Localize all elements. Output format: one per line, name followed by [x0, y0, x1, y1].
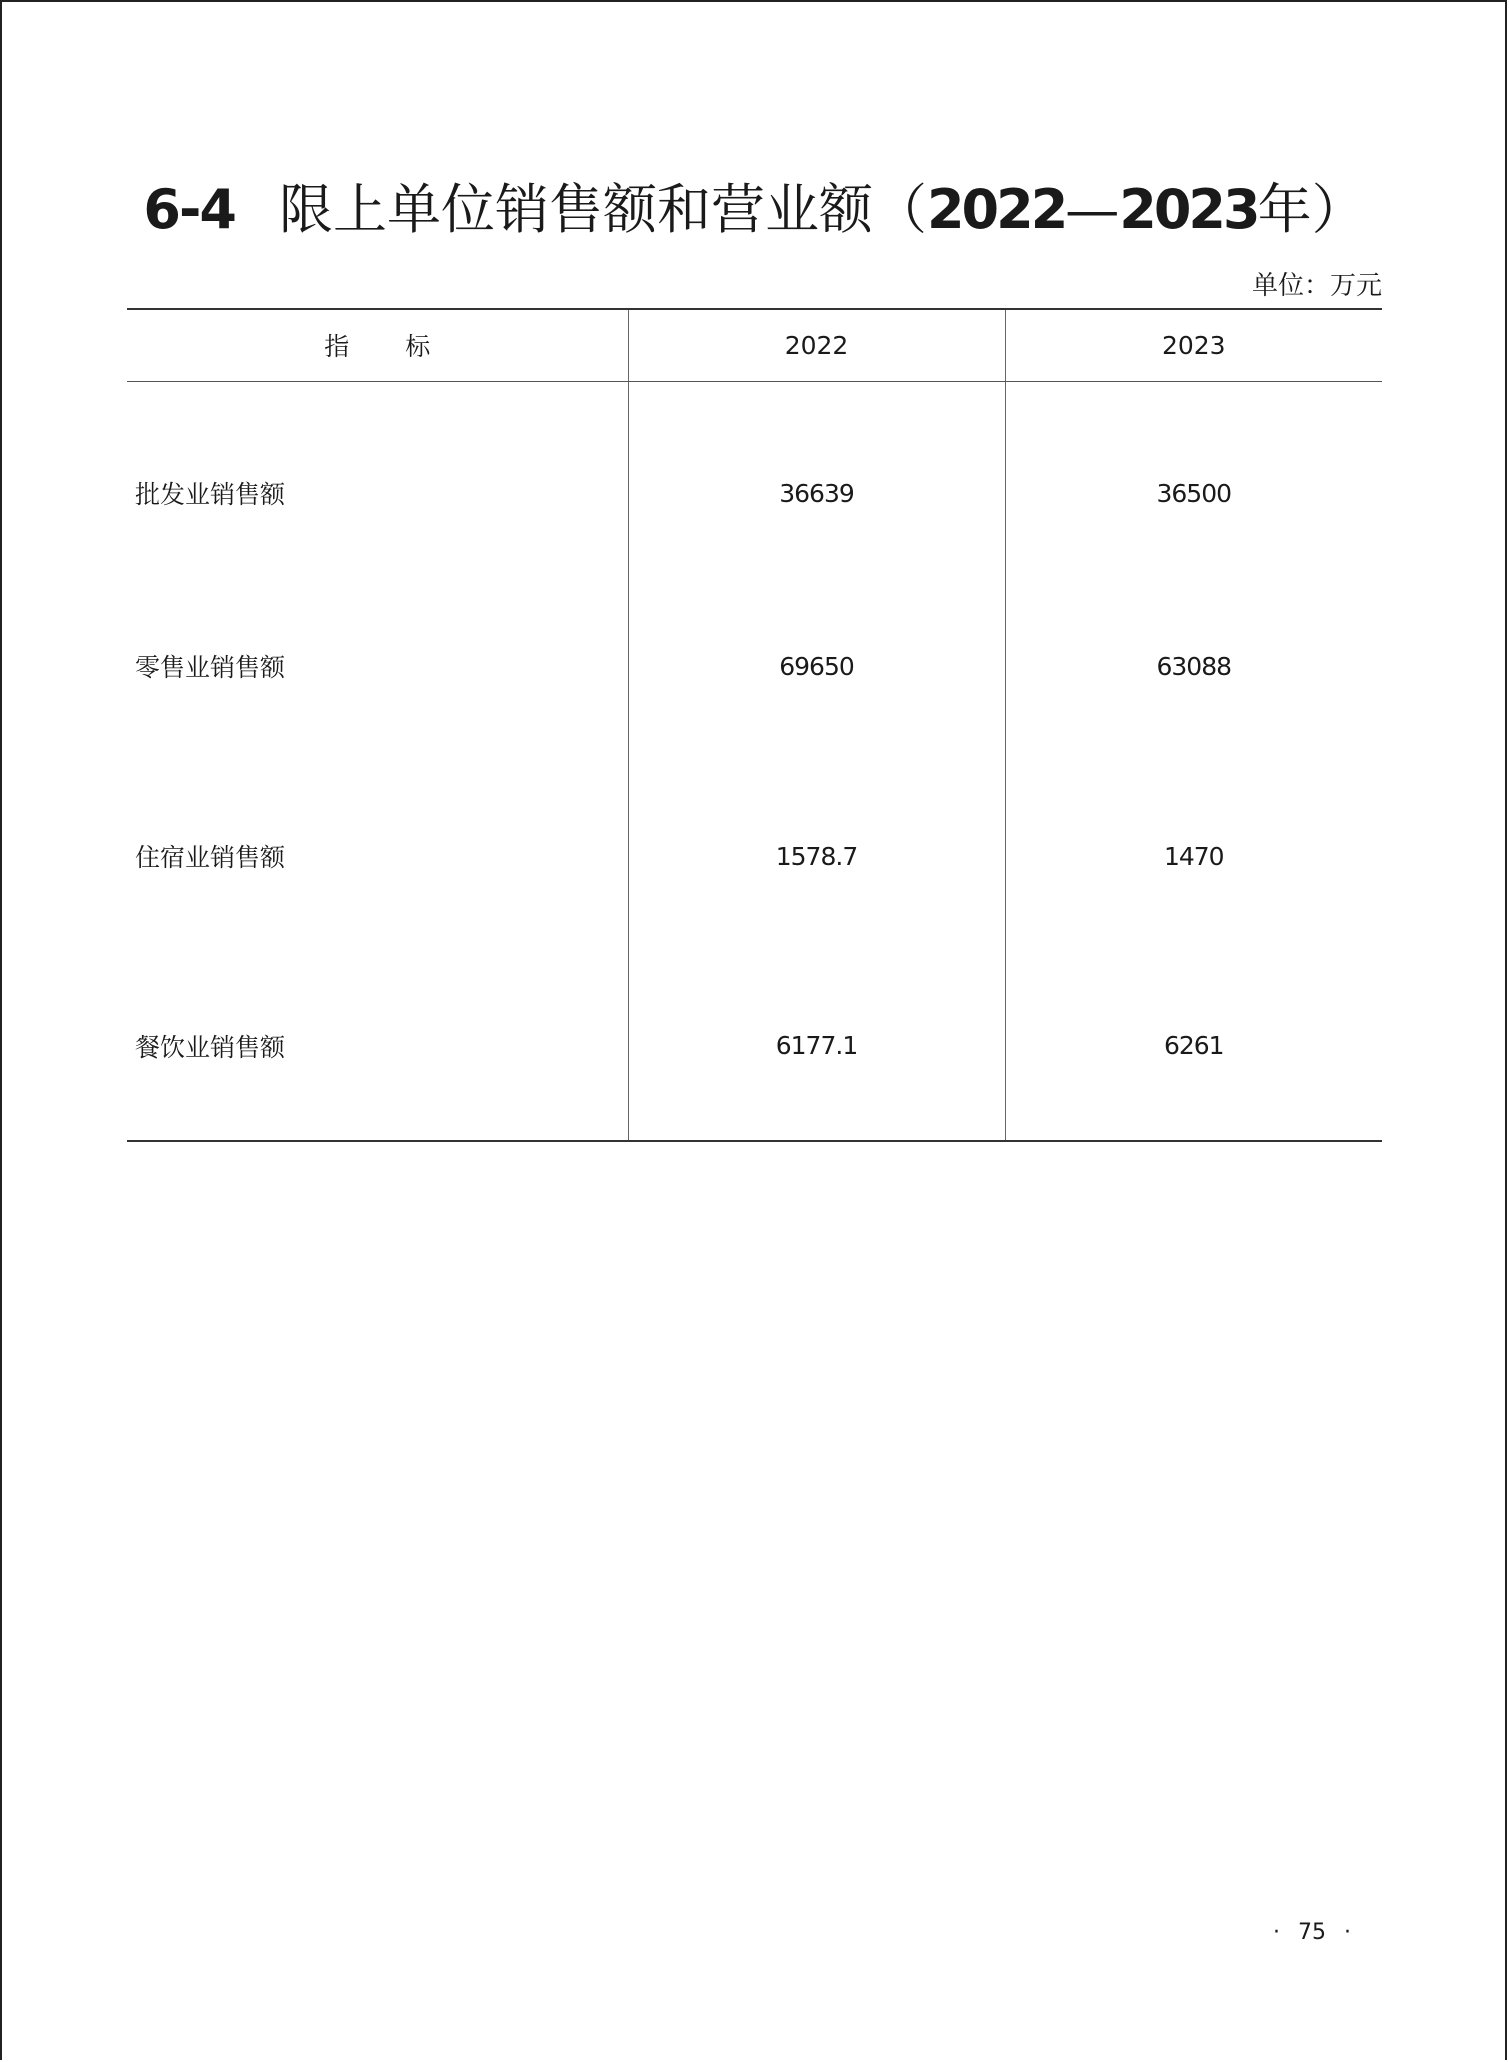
page-title	[0, 168, 1509, 252]
header-indicator: 指标	[127, 309, 628, 381]
header-2022: 2022	[628, 309, 1005, 381]
table-row	[127, 951, 1382, 1141]
title-year-end: 2023	[1119, 178, 1258, 241]
page-number	[1255, 1918, 1369, 1948]
table-row	[127, 571, 1382, 761]
title-close-paren: ）	[1311, 178, 1366, 241]
row-label: 批发业销售额	[135, 480, 286, 510]
table-row	[127, 761, 1382, 951]
title-text: 限上单位销售额和营业额	[278, 178, 873, 241]
cell-2022: 1578.7	[628, 761, 1005, 951]
cell-2023: 6261	[1005, 951, 1382, 1141]
title-open-paren: （	[872, 178, 927, 241]
cell-2022: 6177.1	[628, 951, 1005, 1141]
unit-label: 单位：万元	[1251, 271, 1382, 301]
row-label: 住宿业销售额	[135, 843, 286, 872]
title-year-start: 2022	[926, 178, 1066, 241]
table-number: 6-4	[143, 178, 235, 241]
row-label: 零售业销售额	[135, 653, 286, 682]
row-label: 餐饮业销售额	[127, 951, 628, 1141]
data-table	[127, 308, 1382, 1142]
title-dash: —	[1065, 178, 1120, 241]
page-number-dot-right: ·	[1344, 1920, 1351, 1945]
cell-2023: 63088	[1005, 571, 1382, 761]
title-year-suffix: 年	[1257, 178, 1312, 241]
cell-2022: 36639	[628, 381, 1005, 571]
cell-2022: 69650	[628, 571, 1005, 761]
table-row	[127, 381, 1382, 571]
page-number-dot-left: ·	[1273, 1920, 1280, 1945]
header-2023: 2023	[1005, 309, 1382, 381]
page-number-value: 75	[1298, 1920, 1326, 1945]
table-header-row	[127, 309, 1382, 381]
cell-2023: 1470	[1005, 761, 1382, 951]
cell-2023: 36500	[1005, 381, 1382, 571]
